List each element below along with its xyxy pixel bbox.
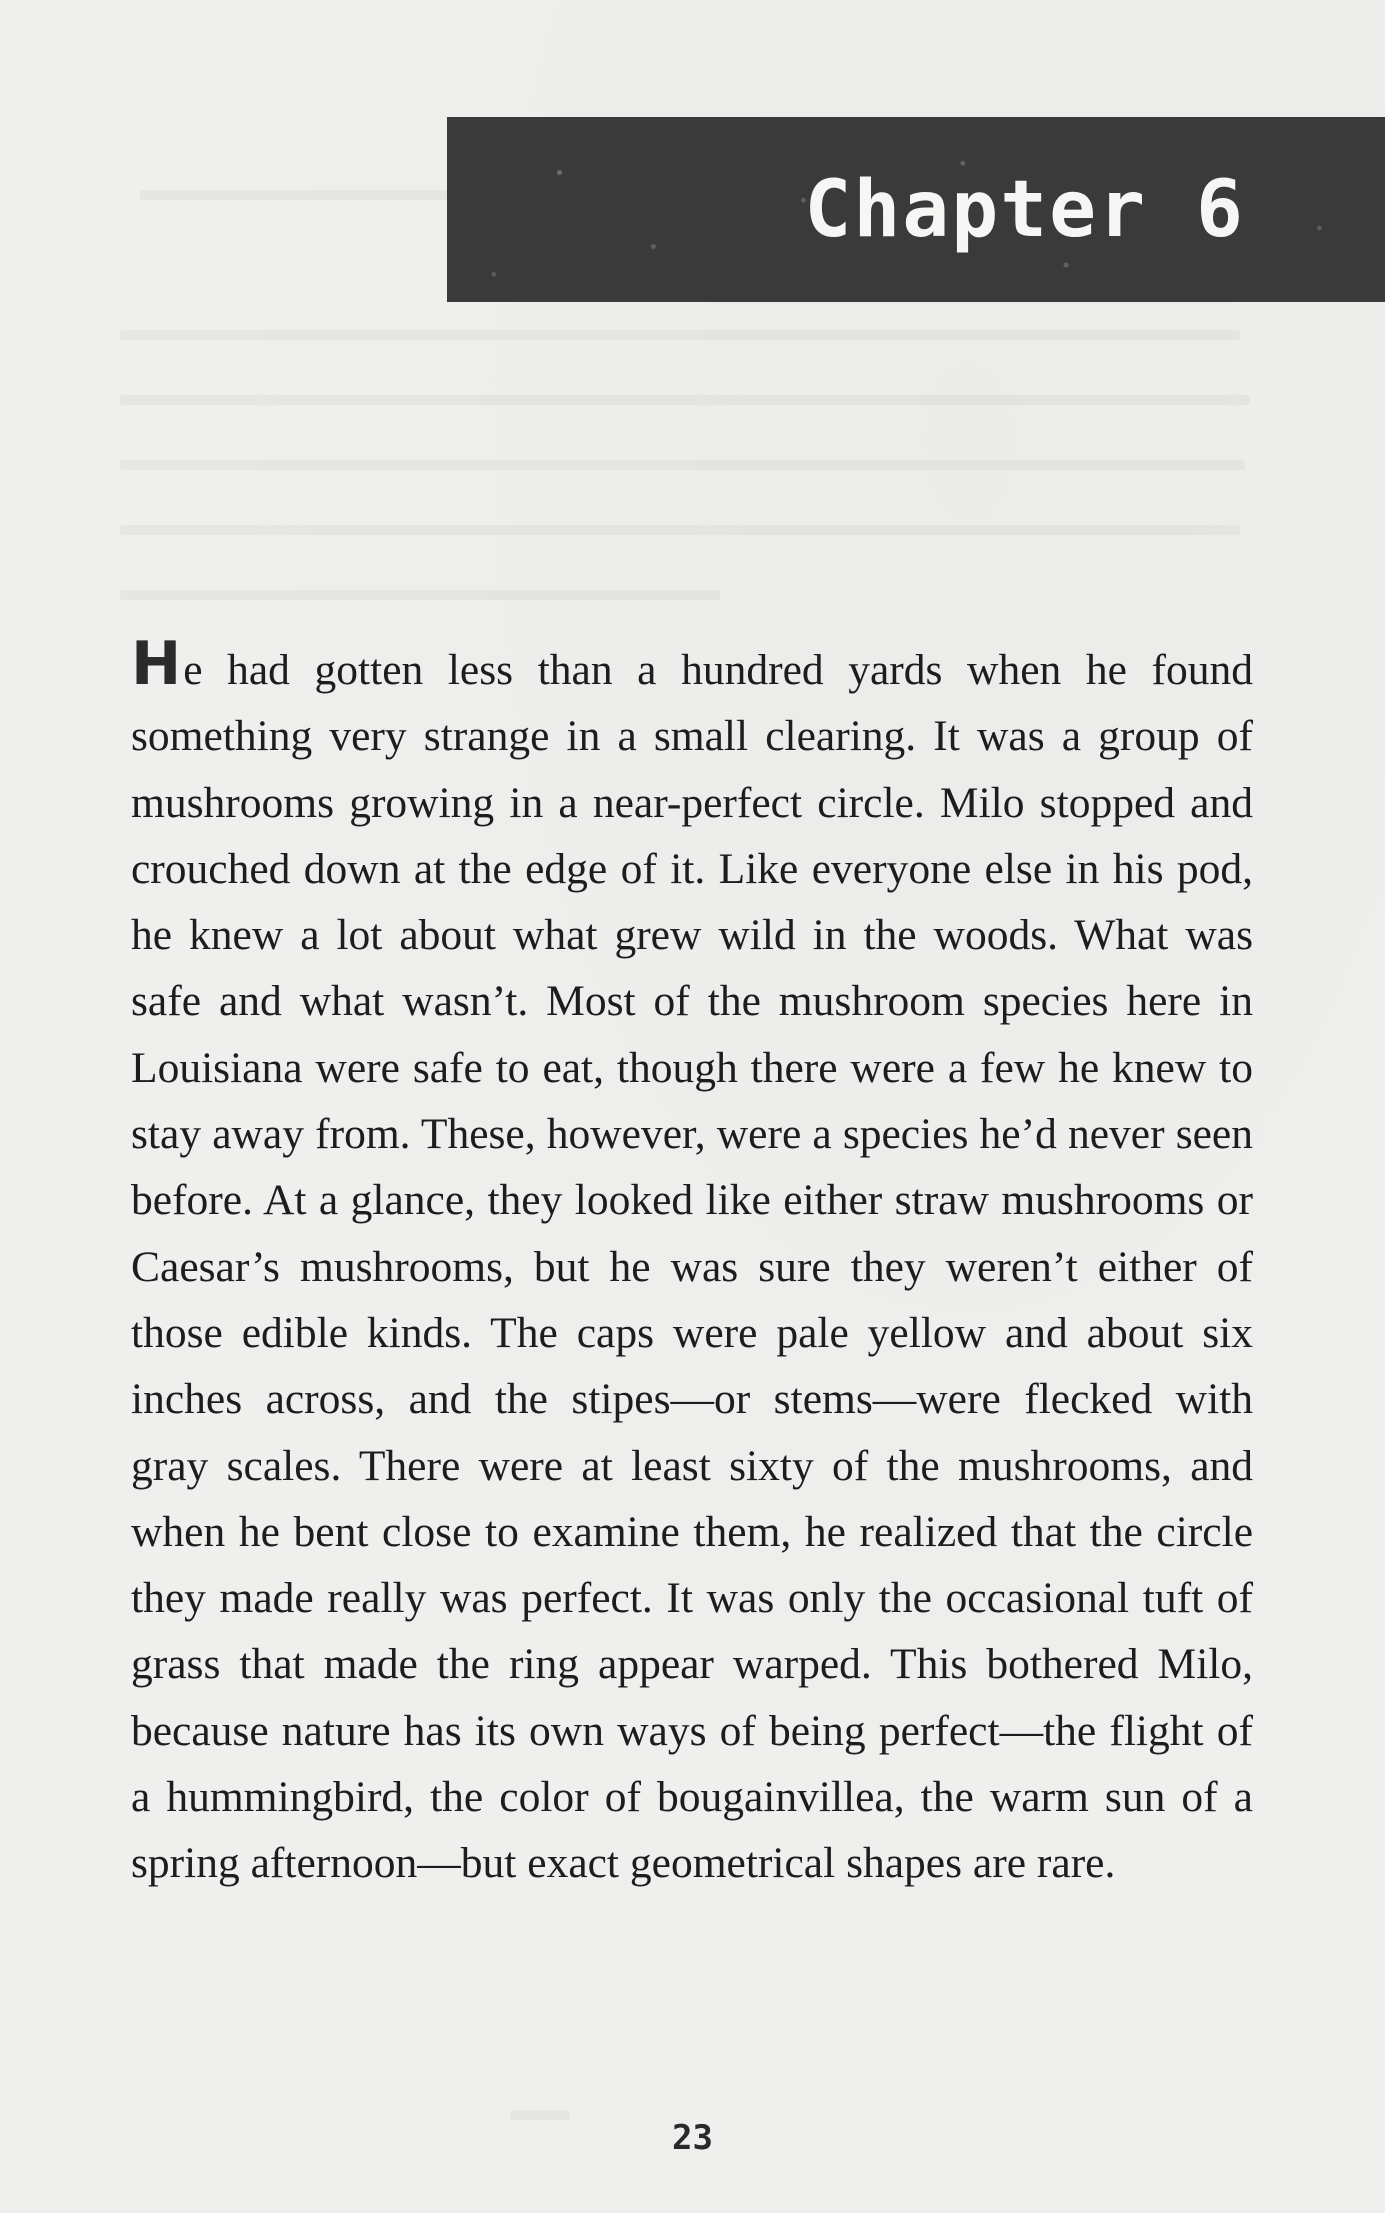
chapter-title: Chapter 6 xyxy=(804,165,1245,255)
chapter-body-paragraph xyxy=(131,629,1253,1897)
page-number: 23 xyxy=(672,2118,713,2158)
bleed-through-line xyxy=(120,590,720,600)
bleed-through-line xyxy=(120,525,1240,535)
paragraph-text: e had gotten less than a hundred yards when he found something very strange in a small clearing. It was a group of mushrooms growing in a near-perfect circle. Milo stopped and crouched down at the edge of it. Like everyone else in his pod, he knew a lot about what grew wild in the woods. What was safe and what wasn’t. Most of the mushroom species here in Louisiana were safe to eat, though there were a few he knew to stay away from. These, however, were a species he’d never seen before. At a glance, they looked like either straw mushrooms or Caesar’s mushrooms, but he was sure they weren’t either of those edible kinds. The caps were pale yellow and about six inches across, and the stipes—or stems—were flecked with gray scales. There were at least sixty of the mushrooms, and when he bent close to examine them, he realized that the circle they made really was perfect. It was only the occasional tuft of grass that made the ring appear warped. This bothered Milo, because nature has its own ways of being perfect—the flight of a hummingbird, the color of bougainvillea, the warm sun of a spring afternoon—but exact geometrical shapes are rare. xyxy=(131,646,1253,1888)
drop-cap: H xyxy=(131,629,182,699)
chapter-header-banner xyxy=(447,117,1385,302)
bleed-through-line xyxy=(120,460,1245,470)
bleed-through-line xyxy=(120,395,1250,405)
bleed-through-line xyxy=(120,330,1240,340)
